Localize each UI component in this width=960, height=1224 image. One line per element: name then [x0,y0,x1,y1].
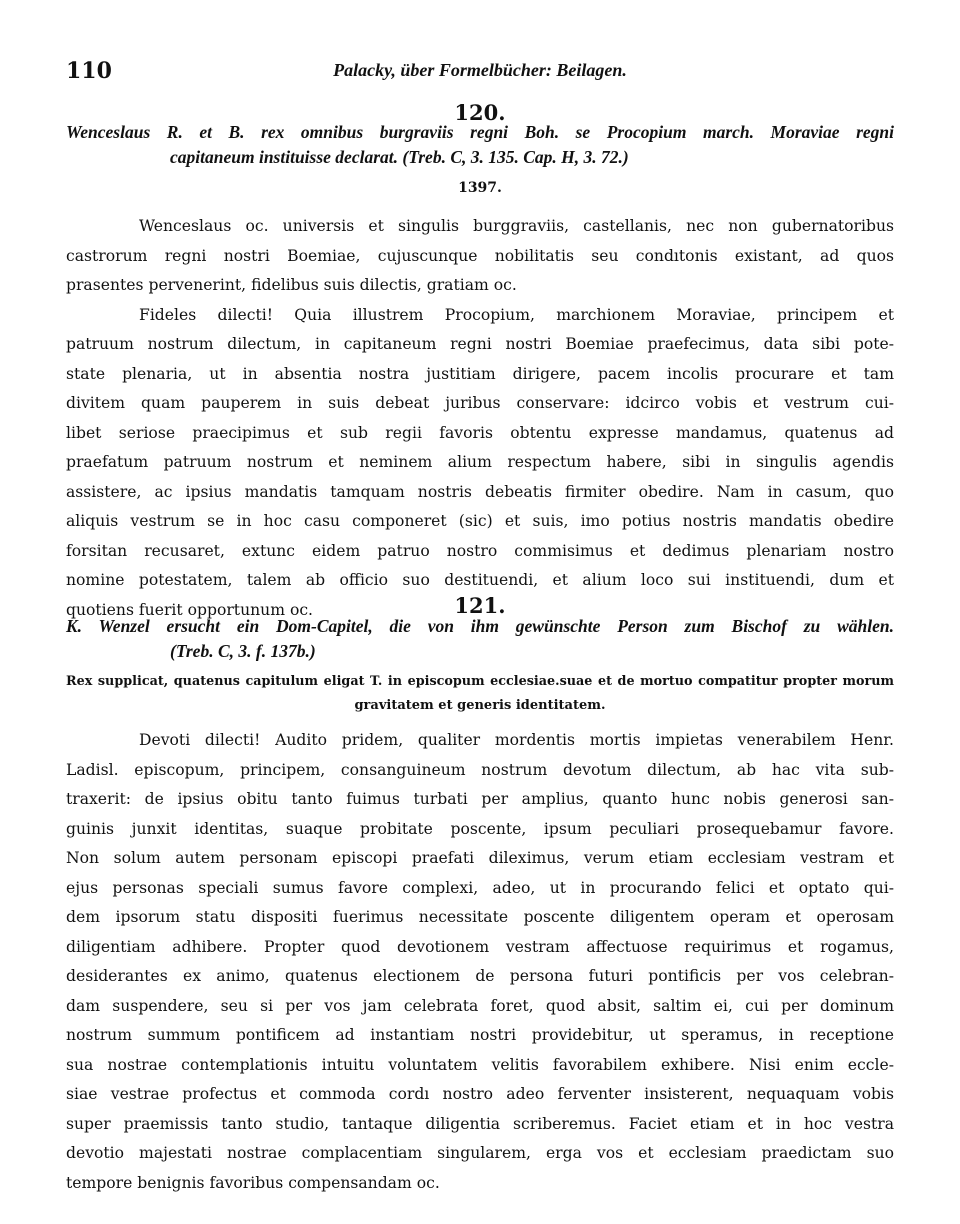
document-number-120: 120. [454,100,506,125]
text-line: forsitan recusaret, extunc eidem patruo nostro commisimus et dedimus plenariam nostro [66,541,894,560]
text-line: aliquis vestrum se in hoc casu componeret (sic) et suis, imo potius nostris mandatis obedire [66,512,894,530]
text-line: praefatum patruum nostrum et neminem alium respectum habere, sibi in singulis agendis [66,453,894,471]
summary-line: capitaneum instituisse declarat. (Treb. C, 3. 135. Cap. H, 3. 72.) [170,147,629,167]
text-line: tempore benignis favoribus compensandam oc. [66,1173,440,1192]
text-line: state plenaria, ut in absentia nostra justitiam dirigere, pacem incolis procurare et tam [66,364,894,383]
text-line: nomine potestatem, talem ab officio suo destituendi, et alium loco sui instituendi, dum et [66,571,894,589]
text-line: assistere, ac ipsius mandatis tamquam nostris debeatis firmiter obedire. Nam in casum, quo [66,482,894,501]
regest-line: Rex supplicat, quatenus capitulum eligat T. in episcopum ecclesiae.suae et de mortuo compatitur propter morum [66,674,894,689]
text-line: libet seriose praecipimus et sub regii favoris obtentu expresse mandamus, quatenus ad [66,423,894,442]
summary-line: (Treb. C, 3. f. 137b.) [170,641,316,661]
text-line: super praemissis tanto studio, tantaque diligentia scriberemus. Faciet etiam et in hoc vestra [66,1114,894,1133]
document-year: 1397. [458,180,502,196]
text-line: diligentiam adhibere. Propter quod devotionem vestram affectuose requirimus et rogamus, [66,937,894,956]
text-line: Ladisl. episcopum, principem, consanguineum nostrum devotum dilectum, ab hac vita sub- [66,760,894,779]
text-line: sua nostrae contemplationis intuitu voluntatem velitis favorabilem exhibere. Nisi enim eccle- [66,1055,894,1074]
text-line: dem ipsorum statu dispositi fuerimus necessitate poscente diligentem operam et operosam [66,908,894,926]
text-line: quotiens fuerit opportunum oc. [66,600,314,619]
text-line: siae vestrae profectus et commoda cordı nostro adeo ferventer insisterent, nequaquam vobis [66,1085,894,1103]
page-header [66,58,894,88]
text-line: divitem quam pauperem in suis debeat juribus conservare: idcirco vobis et vestrum cui- [66,394,894,412]
document-number-121: 121. [454,593,506,618]
text-line: nostrum summum pontificem ad instantiam nostri providebitur, ut speramus, in receptione [66,1026,894,1044]
summary-line: Wenceslaus R. et B. rex omnibus burgraviis regni Boh. se Procopium march. Moraviae regni [66,122,894,142]
text-line: traxerit: de ipsius obitu tanto fuimus turbati per amplius, quanto hunc nobis generosi san- [66,790,894,808]
document-text-121 [66,726,894,1198]
summary-line: K. Wenzel ersucht ein Dom-Capitel, die von ihm gewünschte Person zum Bischof zu wählen. [66,616,894,636]
text-line: ejus personas speciali sumus favore complexi, adeo, ut in procurando felici et optato qui- [66,878,894,897]
text-line: prasentes pervenerint, fidelibus suis dilectis, gratiam oc. [66,276,517,294]
text-line: devotio majestati nostrae complacentiam singularem, erga vos et ecclesiam praedictam suo [66,1144,894,1162]
text-line: castrorum regni nostri Boemiae, cujuscunque nobilitatis seu condıtonis existant, ad quos [66,246,894,265]
text-line: desiderantes ex animo, quatenus electionem de persona futuri pontificis per vos celebran- [66,967,894,985]
page-number: 110 [66,58,112,84]
text-line: Devoti dilecti! Audito pridem, qualiter mordentis mortis impietas venerabilem Henr. [139,731,894,749]
text-line: Wenceslaus oc. universis et singulis burggraviis, castellanis, nec non gubernatoribus [139,217,894,235]
text-line: guinis junxit identitas, suaque probitate poscente, ipsum peculiari prosequebamur favore. [66,819,894,838]
text-line: dam suspendere, seu si per vos jam celebrata foret, quod absit, saltim ei, cui per dominum [66,996,894,1015]
document-summary-121 [66,614,894,664]
running-title: Palacky, über Formelbücher: Beilagen. [333,60,627,80]
text-line: Non solum autem personam episcopi praefati dileximus, verum etiam ecclesiam vestram et [66,849,894,867]
document-text-120 [66,212,894,625]
document-regest-121 [66,670,894,718]
text-line: Fideles dilecti! Quia illustrem Procopium, marchionem Moraviae, principem et [139,305,894,324]
regest-line: gravitatem et generis identitatem. [354,698,606,713]
text-line: patruum nostrum dilectum, in capitaneum regni nostri Boemiae praefecimus, data sibi pote- [66,335,894,353]
document-summary-120 [66,120,894,170]
